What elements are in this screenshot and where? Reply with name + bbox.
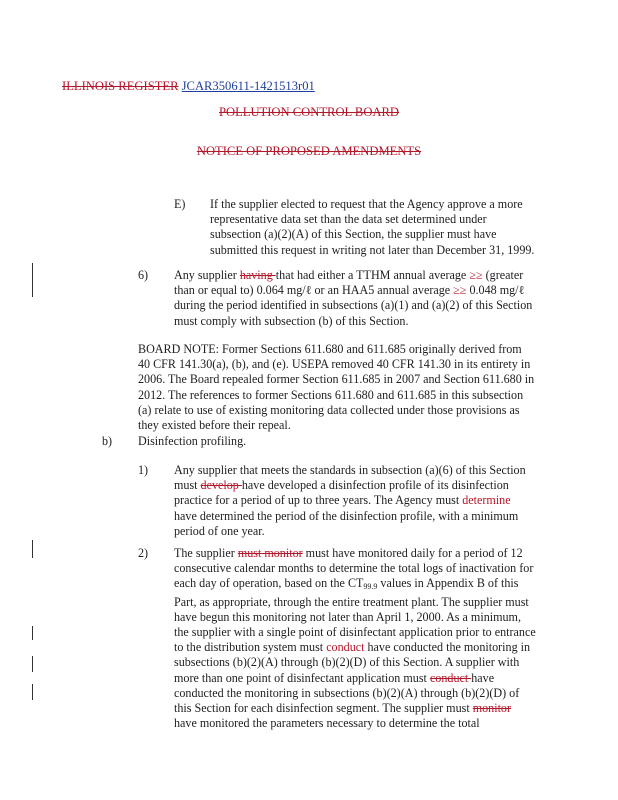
change-bar — [32, 540, 33, 558]
item-label-b1: 1) — [138, 463, 149, 477]
item-label-e: E) — [174, 197, 186, 211]
item-label-6: 6) — [138, 268, 149, 282]
agency-name: POLLUTION CONTROL BOARD — [218, 105, 400, 119]
item-6-text: Any supplier having that had either a TTHM annual average ≥≥ (greater than or equal to) 0.064 mg/ℓ or an HAA5 annual average ≥≥ 0.048 mg/ℓ during the period identified in subsections (a)(1) and (a)(2) of this Section must comply with subsection (b) of this Section. — [174, 268, 533, 328]
change-bar — [32, 656, 33, 672]
item-label-b: b) — [102, 434, 113, 448]
item-b2-text: The supplier must monitor must have monitored daily for a period of 12 consecutive calendar months to determine the total logs of inactivation for each day of operation, based on the $CT_{99.9}$ values in Appendix B of this Part, as appropriate, through the entire treatment plant. The supplier must have begun this monitoring not later than April 1, 2000. As a minimum, the supplier with a single point of disinfectant application prior to entrance to the distribution system must conduct have conducted the monitoring in subsections (b)(2)(A) through (b)(2)(D) of this Section. A supplier with more than one point of disinfectant application must conduct have conducted the monitoring in subsections (b)(2)(A) through (b)(2)(D) of this Section for each disinfection segment. The supplier must monitor have monitored the parameters necessary to determine the total — [174, 546, 536, 731]
item-label-b2: 2) — [138, 546, 149, 560]
change-bar — [32, 626, 33, 640]
item-b-heading: Disinfection profiling. — [138, 434, 247, 448]
notice-title — [0, 144, 618, 159]
change-bar — [32, 263, 33, 297]
item-e-text: If the supplier elected to request that the Agency approve a more representative data set than the data set determined under subsection (a)(2)(A) of this Section, the supplier must have submitted this request in writing not later than December 31, 1999. — [210, 197, 535, 257]
change-bar — [32, 684, 33, 700]
item-b1-text: Any supplier that meets the standards in subsection (a)(6) of this Section must develop have developed a disinfection profile of its disinfection practice for a period of up to three years. The Agency must determine have determined the period of the disinfection profile, with a minimum period of one year. — [174, 463, 526, 538]
register-code-link[interactable]: JCAR350611-1421513r01 — [181, 79, 315, 93]
register-header — [62, 79, 315, 94]
register-prefix: ILLINOIS REGISTER — [62, 79, 179, 93]
notice-text: NOTICE OF PROPOSED AMENDMENTS — [196, 144, 422, 158]
board-note: BOARD NOTE: Former Sections 611.680 and 611.685 originally derived from 40 CFR 141.30(a), (b), and (e). USEPA removed 40 CFR 141.30 in its entirety in 2006. The Board repealed former Section 611.685 in 2007 and Section 611.680 in 2012. The references to former Sections 611.680 and 611.685 in this subsection (a) relate to use of existing monitoring data collected under those provisions as they existed before their repeal. — [138, 342, 535, 433]
agency-title — [0, 105, 618, 120]
